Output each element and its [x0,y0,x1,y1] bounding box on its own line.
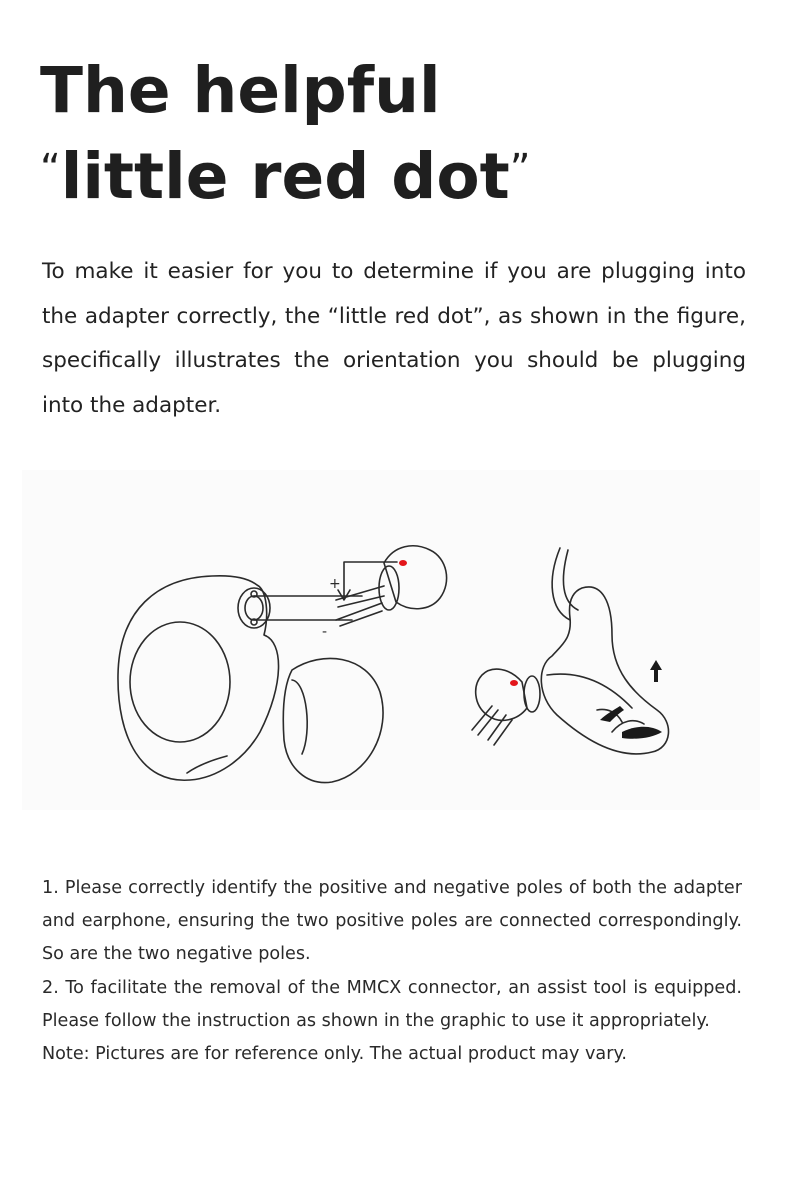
plus-label: + [329,576,341,592]
note-disclaimer: Note: Pictures are for reference only. The actual product may vary. [42,1044,627,1065]
connector-illustration [22,470,760,810]
instruction-2: 2. To facilitate the removal of the MMCX connector, an assist tool is equipped. Please follow the instruction as shown in the graphic to use it appropriately. [42,977,742,1031]
illustration-background [22,470,760,810]
instruction-1: 1. Please correctly identify the positive and negative poles of both the adapter and earphone, ensuring the two positive poles are connected correspondingly. So are the two negative poles. [42,878,742,965]
title-close-quote: ” [509,146,531,192]
illustration-svg [22,470,760,810]
title-line-1: The helpful [40,54,441,127]
minus-label: - [322,624,328,640]
title-line-2 [40,130,530,216]
title-open-quote: “ [40,146,61,192]
page-title [40,52,530,216]
intro-paragraph: To make it easier for you to determine if you are plugging into the adapter correctly, the “little red dot”, as shown in the figure, specifically illustrates the orientation you should be plugging into the adapter. [42,259,746,418]
instructions [42,872,742,1071]
red-dot-right-connector [510,680,518,686]
red-dot-connector [399,560,407,566]
title-highlight: little red dot [60,140,510,213]
